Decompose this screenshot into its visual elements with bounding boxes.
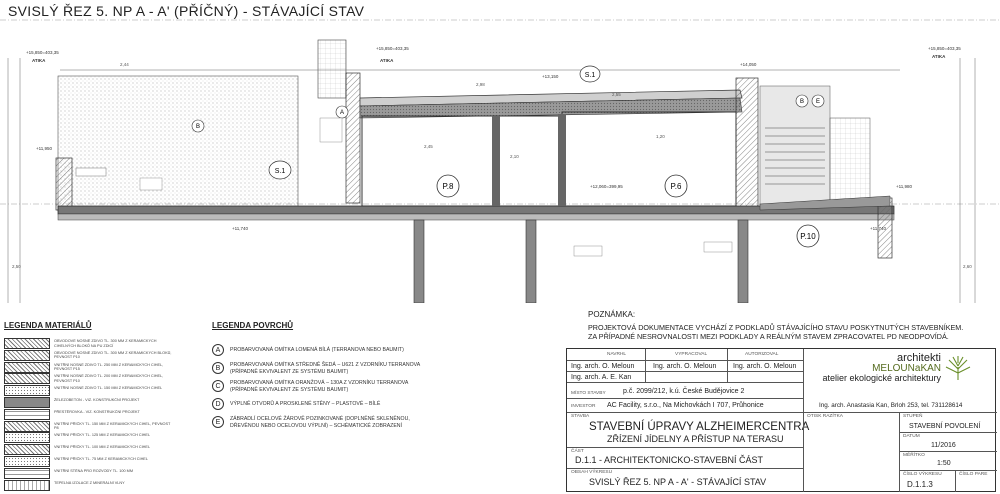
stupen: STAVEBNÍ POVOLENÍ xyxy=(909,423,981,430)
col-header-navrhl: NAVRHL xyxy=(607,352,627,357)
zone-label-b-right: B xyxy=(799,99,805,105)
datum: 11/2016 xyxy=(931,442,956,449)
material-swatch xyxy=(4,362,50,373)
material-text: VNITŘNÍ NOSNÉ ZDIVO TL. 200 MM Z KERAMICKÝCH CIHEL, PEVNOST P10 xyxy=(54,374,164,383)
material-text: VNITŘNÍ NOSNÉ ZDIVO TL. 150 MM Z KERAMICKÝCH CIHEL xyxy=(54,386,163,391)
tree-logo-icon xyxy=(943,355,973,381)
surface-mark-e: E xyxy=(212,416,224,428)
dimension-text: 2,55 xyxy=(612,92,621,97)
surface-text-b: PROBARVOVANÁ OMÍTKA STŘEDNĚ ŠEDÁ – U621 Z VZORNÍKU TERRANOVA (PŘÍPADNĚ EKVIVALENT ZE SYSTÉMU BAUMIT) xyxy=(230,362,420,375)
meritko-label: MĚŘÍTKO xyxy=(903,453,925,458)
material-text: VNITŘNÍ STĚNA PRO ROZVODY TL. 100 MM xyxy=(54,468,133,473)
atika-right xyxy=(736,78,758,208)
autorizoval: Ing. arch. O. Meloun xyxy=(733,363,797,370)
level-mark: ATIKA xyxy=(380,58,394,63)
obsah: SVISLÝ ŘEZ 5. NP A - A' - STÁVAJÍCÍ STAV xyxy=(589,477,767,487)
material-swatch xyxy=(4,350,50,361)
material-swatch xyxy=(4,444,50,455)
vypracoval: Ing. arch. O. Meloun xyxy=(653,363,717,370)
material-swatch xyxy=(4,480,50,491)
dimension-text: 2,10 xyxy=(510,154,519,159)
dimension-text: 2,60 xyxy=(963,264,972,269)
level-mark: +11,740 xyxy=(232,226,249,231)
level-mark: +11,740 xyxy=(870,226,887,231)
material-text: VNITŘNÍ PŘÍČKY TL. 150 MM Z KERAMICKÝCH CIHEL, PEVNOST P8 xyxy=(54,421,171,431)
navrhl-1: Ing. arch. O. Meloun xyxy=(571,363,635,370)
investor-label: INVESTOR xyxy=(571,404,596,409)
legend-materials-heading: LEGENDA MATERIÁLŮ xyxy=(4,321,92,330)
col-header-vypracoval: VYPRACOVAL xyxy=(675,352,708,357)
dimension-text: 2,98 xyxy=(476,82,485,87)
level-mark: +11,950 xyxy=(36,146,53,151)
note-heading: POZNÁMKA: xyxy=(588,310,636,319)
investor: AC Facility, s.r.o., Na Michovkách I 707, Průhonice xyxy=(607,402,764,409)
level-mark: +14,050 xyxy=(740,62,757,67)
col-header-autorizoval: AUTORIZOVAL xyxy=(745,352,779,357)
material-text: VNITŘNÍ NOSNÉ ZDIVO TL. 250 MM Z KERAMICKÝCH CIHEL, PEVNOST P15 xyxy=(54,362,164,372)
zone-label-a: A xyxy=(339,110,345,116)
navrhl-2: Ing. arch. A. E. Kan xyxy=(571,374,632,381)
note-line-2: ZA PŘÍPADNÉ NESROVNALOSTI MEZI PODKLADY A REÁLNÝM STAVEM ZPRACOVATEL PD NEODPOVÍDÁ. xyxy=(588,332,949,341)
surface-text-a: PROBARVOVANÁ OMÍTKA LOMENÁ BÍLÁ (TERRANOVA NEBO BAUMIT) xyxy=(230,347,404,353)
stupen-label: STUPEŇ xyxy=(903,414,923,419)
material-swatch xyxy=(4,397,50,408)
level-mark: +11,980 xyxy=(896,184,913,189)
stavba-line-2: ZŘÍZENÍ JÍDELNY A PŘÍSTUP NA TERASU xyxy=(607,434,784,444)
firm-name-1: architekti xyxy=(896,352,941,364)
cislo-vykresu: D.1.1.3 xyxy=(907,480,933,489)
material-text: PŘESTĚROVKA - VIZ. KONSTRUKČNÍ PROJEKT xyxy=(54,409,140,414)
cislo-vykresu-label: ČÍSLO VÝKRESU xyxy=(903,472,942,477)
cast: D.1.1 - ARCHITEKTONICKO-STAVEBNÍ ČÁST xyxy=(575,455,764,465)
level-mark: +15,850=403,35 xyxy=(928,46,961,51)
surface-mark-d: D xyxy=(212,398,224,410)
atika-left xyxy=(346,73,360,203)
surface-text-d: VÝPLNĚ OTVORŮ A PROSKLENÉ STĚNY – PLASTOVÉ – BÍLÉ xyxy=(230,401,381,407)
material-swatch xyxy=(4,373,50,384)
title-block xyxy=(566,348,996,492)
material-text: ŽELEZOBETON - VIZ. KONSTRUKČNÍ PROJEKT xyxy=(54,398,140,402)
otisk-label: OTISK RAZÍTKA xyxy=(807,414,843,419)
material-swatch xyxy=(4,432,50,443)
zone-label-s1-top: S.1 xyxy=(584,72,596,79)
dimension-text: 1,20 xyxy=(656,134,665,139)
cislo-pare-label: ČÍSLO PARE xyxy=(959,472,988,477)
stavba-label: STAVBA xyxy=(571,414,590,419)
level-mark: +12,060=399,95 xyxy=(590,184,623,189)
material-swatch xyxy=(4,409,50,420)
level-mark: ATIKA xyxy=(932,54,946,59)
material-swatch xyxy=(4,456,50,467)
zone-label-s1-left: S.1 xyxy=(274,168,286,175)
material-text: VNITŘNÍ PŘÍČKY TL. 125 MM Z KERAMICKÝCH CIHEL xyxy=(54,433,151,438)
meritko: 1:50 xyxy=(937,460,951,467)
material-text: VNITŘNÍ PŘÍČKY TL. 75 MM Z KERAMICKÝCH CIHEL xyxy=(54,457,148,461)
left-building-mass xyxy=(58,76,298,211)
room-label-p10: P.10 xyxy=(800,232,816,241)
drawing-title: SVISLÝ ŘEZ 5. NP A - A' (PŘÍČNÝ) - STÁVAJÍCÍ STAV xyxy=(8,3,365,19)
left-parapet xyxy=(56,158,72,210)
firm-name-2: MELOUNaKAN xyxy=(872,363,941,374)
zone-label-e: E xyxy=(815,99,821,105)
level-mark: +15,850=403,35 xyxy=(26,50,59,55)
dimension-text: 2,44 xyxy=(120,62,129,67)
material-swatch xyxy=(4,468,50,479)
dimension-text: 2,45 xyxy=(424,144,433,149)
stavba-line-1: STAVEBNÍ ÚPRAVY ALZHEIMERCENTRA xyxy=(589,421,810,433)
material-text: OBVODOVÉ NOSNÉ ZDIVO TL. 300 MM Z KERAMICKÝCH CIHELNÝCH BLOKŮ NA PU ZDICÍ xyxy=(54,339,157,348)
dimension-text: 2,50 xyxy=(12,264,21,269)
surface-mark-c: C xyxy=(212,380,224,392)
material-swatch xyxy=(4,338,50,349)
room-label-p6: P.6 xyxy=(670,182,682,191)
level-mark: +15,850=403,35 xyxy=(376,46,409,51)
material-swatch xyxy=(4,385,50,396)
material-text: OBVODOVÉ NOSNÉ ZDIVO TL. 300 MM Z KERAMICKÝCH BLOKŮ, PEVNOST P10 xyxy=(54,350,172,360)
note-line-1: PROJEKTOVÁ DOKUMENTACE VYCHÁZÍ Z PODKLADŮ STÁVAJÍCÍHO STAVU POSKYTNUTÝCH STAVEBNÍKEM. xyxy=(588,323,964,332)
firm-contact: Ing. arch. Anastasia Kan, Brloh 253, tel. 731128614 xyxy=(819,402,963,409)
level-mark: ATIKA xyxy=(32,58,46,63)
datum-label: DATUM xyxy=(903,434,920,439)
level-mark: +13,150 xyxy=(542,74,559,79)
room-label-p8: P.8 xyxy=(442,182,454,191)
cast-label: ČÁST xyxy=(571,449,584,454)
material-swatch xyxy=(4,421,50,432)
surface-mark-a: A xyxy=(212,344,224,356)
material-text: VNITŘNÍ PŘÍČKY TL. 100 MM Z KERAMICKÝCH CIHEL xyxy=(54,445,151,450)
surface-mark-b: B xyxy=(212,362,224,374)
zone-label-b-left: B xyxy=(195,124,201,130)
firm-name-3: atelier ekologické architektury xyxy=(822,373,941,383)
material-text: TEPELNÁ IZOLACE Z MINERÁLNÍ VLNY xyxy=(54,480,125,485)
obsah-label: OBSAH VÝKRESU xyxy=(571,470,613,475)
legend-surfaces-heading: LEGENDA POVRCHŮ xyxy=(212,321,294,330)
surface-text-c: PROBARVOVANÁ OMÍTKA ORANŽOVÁ – 130A Z VZORNÍKU TERRANOVA (PŘÍPADNĚ EKVIVALENT ZE SYSTÉMU BAUMIT) xyxy=(230,380,409,393)
misto-stavby-label: MÍSTO STAVBY xyxy=(571,391,606,396)
section-drawing xyxy=(0,18,1000,303)
misto-stavby: p.č. 2099/212, k.ú. České Budějovice 2 xyxy=(623,388,745,395)
surface-text-e: ZÁBRADLÍ OCELOVÉ ŽÁROVĚ POZINKOVANÉ (DOPLNĚNÉ SKLENĚNOU, DŘEVĚNOU NEBO OCELOVOU VÝPLNÍ) – SCHÉMATICKÉ ZOBRAZENÍ xyxy=(230,416,410,429)
